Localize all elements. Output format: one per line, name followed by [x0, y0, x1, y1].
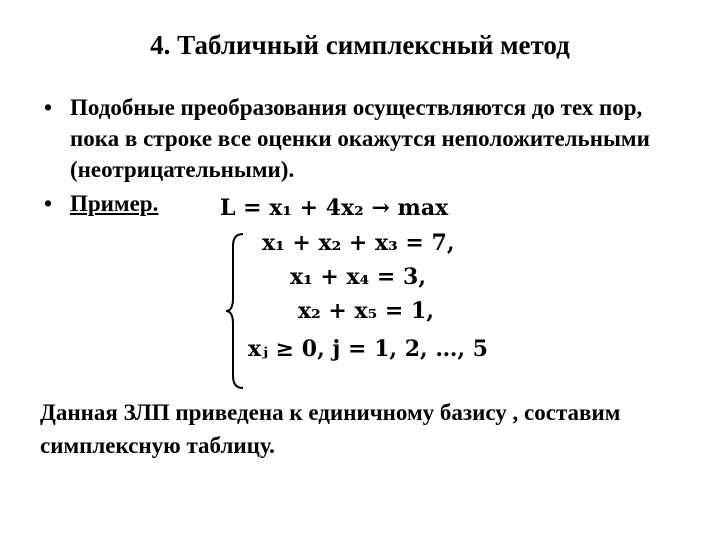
- system-brace: [225, 232, 247, 390]
- bullet-marker: •: [44, 191, 53, 216]
- bullet-item-condition: [44, 92, 694, 185]
- objective-function: L = x₁ + 4x₂ → max: [220, 195, 449, 221]
- bullet-text-condition: Подобные преобразования осуществляются до тех пор, пока в строке все оценки окажутся неположительными (неотрицательными).: [70, 95, 650, 182]
- slide-title: 4. Табличный симплексный метод: [150, 30, 570, 60]
- conclusion-text: Данная ЗЛП приведена к единичному базису , составим симплексную таблицу.: [40, 400, 621, 458]
- constraint-1: x₁ + x₂ + x₃ = 7,: [262, 230, 455, 256]
- bullet-marker: •: [44, 95, 53, 120]
- constraint-2: x₁ + x₄ = 3,: [290, 264, 426, 290]
- constraint-nonnegativity: xⱼ ≥ 0, j = 1, 2, …, 5: [248, 336, 488, 362]
- bullet-text-example: Пример.: [70, 191, 159, 216]
- constraint-3: x₂ + x₅ = 1,: [298, 298, 434, 324]
